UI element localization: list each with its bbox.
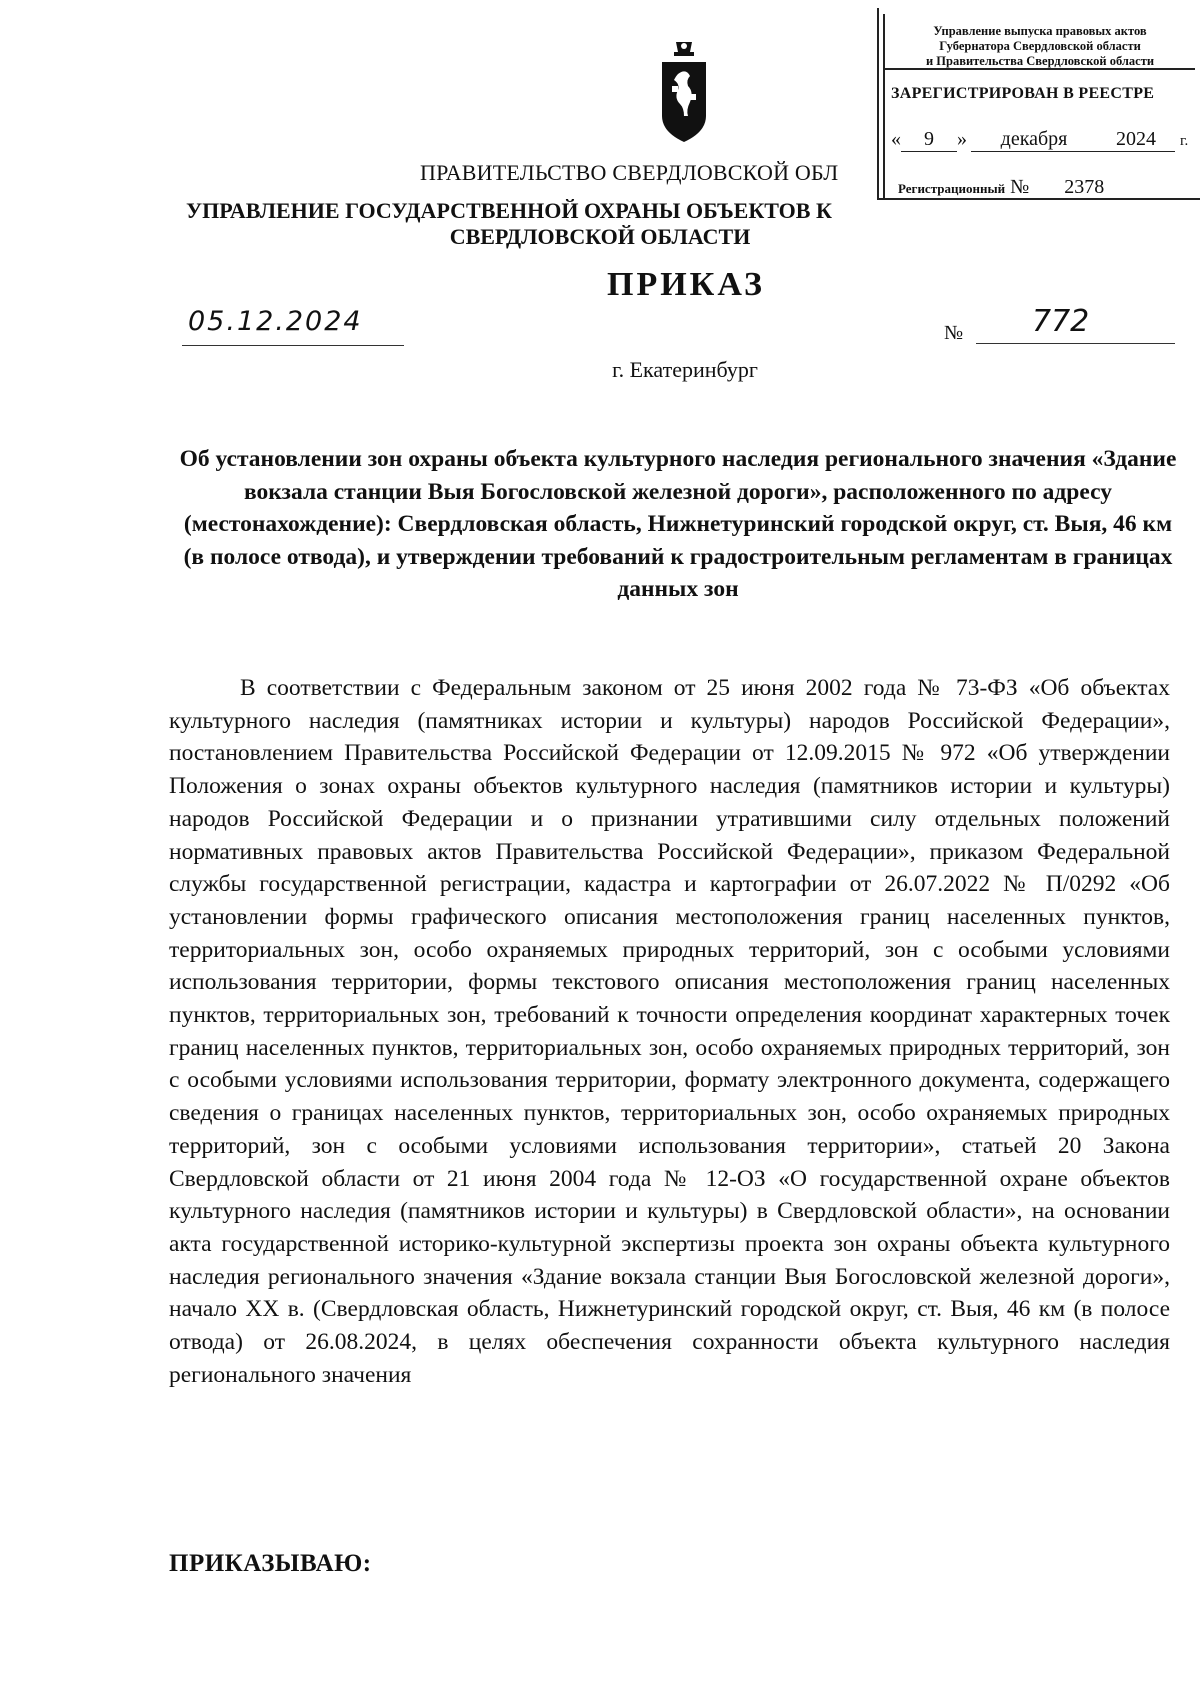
stamp-header-line: и Правительства Свердловской области (925, 54, 1155, 68)
handwritten-date: 05.12.2024 (182, 306, 404, 346)
department-name: УПРАВЛЕНИЕ ГОСУДАРСТВЕННОЙ ОХРАНЫ ОБЪЕКТОВ К (186, 198, 832, 223)
stamp-registration-block (883, 70, 1197, 198)
stamp-reg-number: 2378 (1034, 176, 1134, 200)
handwritten-number: 772 (976, 304, 1175, 344)
stamp-header-line: Губернатора Свердловской области (939, 39, 1141, 53)
stamp-number-sign: № (1010, 176, 1030, 198)
stamp-number-label: Регистрационный (898, 181, 1006, 196)
preamble-paragraph: В соответствии с Федеральным законом от 25 июня 2002 года № 73-ФЗ «Об объектах культурного наследия (памятниках истории и культуры) народов Российской Федерации», постановлением Правительства Российской Федерации от 12.09.2015 № 972 «Об утверждении Положения о зонах охраны объектов культурного наследия (памятников истории и культуры) народов Российской Федерации и о признании утратившими силу отдельных положений нормативных правовых актов Правительства Российской Федерации», приказом Федеральной службы государственной регистрации, кадастра и картографии от 26.07.2022 № П/0292 «Об установлении формы графического описания местоположения границ населенных пунктов, территориальных зон, особо охраняемых природных территорий, зон с особыми условиями использования территории, формы текстового описания местоположения границ населенных пунктов, территориальных зон, требований к точности определения координат характерных точек границ населенных пунктов, территориальных зон, особо охраняемых природных территорий, зон с особыми условиями использования территории, формату электронного документа, содержащего сведения о границах населенных пунктов, территориальных зон, особо охраняемых природных территорий, зон с особыми условиями использования территории», статьей 20 Закона Свердловской области от 21 июня 2004 года № 12-ОЗ «О государственной охране объектов культурного наследия (памятников истории и культуры) в Свердловской области», на основании акта государственной историко-культурной экспертизы проекта зон охраны объекта культурного наследия регионального значения «Здание вокзала станции Выя Богословской железной дороги», начало XX в. (Свердловская область, Нижнетуринский городской округ, ст. Выя, 46 км (в полосе отвода) от 26.08.2024, в целях обеспечения сохранности объекта культурного наследия регионального значения (169, 675, 1170, 1388)
stamp-header-line: Управление выпуска правовых актов (933, 24, 1147, 38)
document-title: Об установлении зон охраны объекта культурного наследия регионального значения «Здание вокзала станции Выя Богословской железной дороги», расположенного по адресу (местонахождение): Свердловская область, Нижнетуринский городской округ, ст. Выя, 46 км (в полосе отвода), и утверждении требований к градостроительным регламентам в границах данных зон (179, 446, 1177, 602)
stamp-year-suffix: г. (1180, 133, 1189, 149)
stamp-year: 2024 (1097, 128, 1175, 152)
coat-of-arms-icon (658, 40, 710, 144)
document-type: ПРИКАЗ (607, 266, 765, 303)
department-name-line2: СВЕРДЛОВСКОЙ ОБЛАСТИ (449, 224, 751, 249)
number-sign: № (944, 322, 964, 344)
stamp-header (883, 14, 1195, 70)
registration-stamp (877, 8, 1200, 200)
city: г. Екатеринбург (612, 357, 758, 382)
government-name: ПРАВИТЕЛЬСТВО СВЕРДЛОВСКОЙ ОБЛ (420, 160, 839, 185)
stamp-number (898, 176, 1134, 200)
order-command: ПРИКАЗЫВАЮ: (169, 1550, 372, 1577)
stamp-day: 9 (901, 128, 957, 152)
stamp-registered-label: ЗАРЕГИСТРИРОВАН В РЕЕСТРЕ (891, 85, 1155, 102)
stamp-date: « 9 » декабря 2024 г. (891, 128, 1189, 150)
stamp-month: декабря (971, 128, 1097, 152)
